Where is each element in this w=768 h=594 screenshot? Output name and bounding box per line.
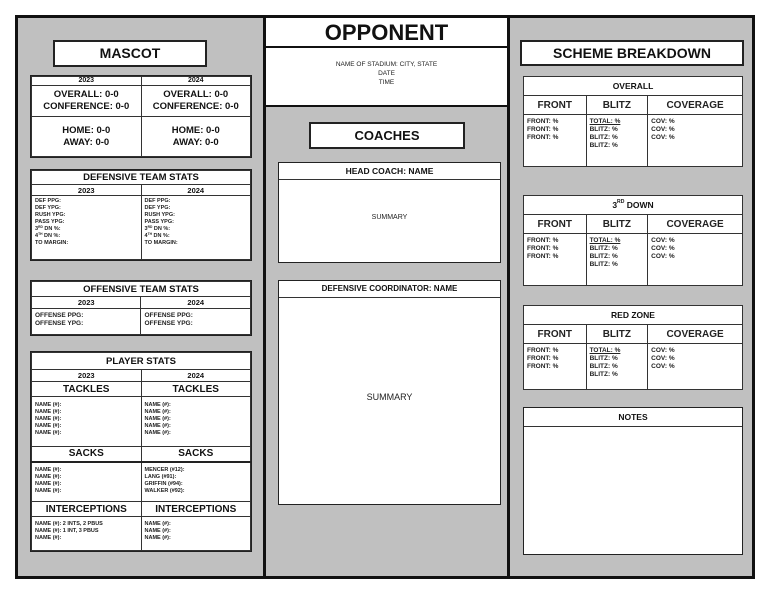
record-2023-overall: OVERALL: 0-0 CONFERENCE: 0-0: [32, 86, 142, 117]
sacks-2024: MENCER (#12): LANG (#91): GRIFFIN (#94): WALKER (#92):: [141, 462, 251, 502]
player-stats-title: PLAYER STATS: [32, 353, 251, 370]
notes-title: NOTES: [524, 408, 742, 427]
section-title: RED ZONE: [524, 306, 743, 325]
column-coverage: COVERAGE: [648, 325, 743, 344]
offensive-stats-title: OFFENSIVE TEAM STATS: [32, 282, 251, 297]
front-list: FRONT: % FRONT: % FRONT: %: [524, 234, 587, 286]
blitz-list: TOTAL: % BLITZ: % BLITZ: % BLITZ: %: [586, 344, 648, 390]
column-front: FRONT: [524, 325, 587, 344]
section-title: OVERALL: [524, 77, 743, 96]
head-coach-box: [278, 162, 501, 263]
year-2023: 2023: [32, 370, 142, 382]
tackles-2024: NAME (#): NAME (#): NAME (#): NAME (#): NAME (#):: [141, 397, 251, 447]
scheme-overall: [523, 76, 743, 167]
defensive-stats-title: DEFENSIVE TEAM STATS: [32, 171, 251, 185]
tackles-header-2024: TACKLES: [141, 382, 251, 397]
front-list: FRONT: % FRONT: % FRONT: %: [524, 115, 587, 167]
interceptions-2024: NAME (#): NAME (#): NAME (#):: [141, 517, 251, 551]
sacks-2023: NAME (#): NAME (#): NAME (#): NAME (#):: [32, 462, 142, 502]
tackles-header-2023: TACKLES: [32, 382, 142, 397]
off-stats-2024: OFFENSE PPG: OFFENSE YPG:: [141, 309, 251, 335]
year-2024: 2024: [141, 370, 251, 382]
sacks-header-2023: SACKS: [32, 447, 142, 462]
opponent-title: OPPONENT: [266, 18, 507, 48]
coverage-list: COV: % COV: % COV: %: [648, 115, 743, 167]
year-2023: 2023: [32, 297, 141, 309]
off-stats-2023: OFFENSE PPG: OFFENSE YPG:: [32, 309, 141, 335]
year-2024: 2024: [141, 185, 251, 196]
record-table: [30, 75, 252, 158]
column-coverage: COVERAGE: [648, 96, 743, 115]
record-2023-home-away: HOME: 0-0 AWAY: 0-0: [32, 117, 142, 157]
column-blitz: BLITZ: [586, 96, 648, 115]
column-front: FRONT: [524, 96, 587, 115]
defensive-coordinator-label: DEFENSIVE COORDINATOR: NAME: [279, 281, 500, 298]
offensive-team-stats: [30, 280, 252, 336]
sacks-header-2024: SACKS: [141, 447, 251, 462]
column-blitz: BLITZ: [586, 215, 648, 234]
record-2024-home-away: HOME: 0-0 AWAY: 0-0: [141, 117, 251, 157]
blitz-list: TOTAL: % BLITZ: % BLITZ: % BLITZ: %: [586, 115, 648, 167]
scheme-red-zone: [523, 305, 743, 390]
head-coach-summary: SUMMARY: [371, 214, 408, 221]
mascot-title: MASCOT: [53, 40, 207, 67]
interceptions-header-2023: INTERCEPTIONS: [32, 502, 142, 517]
opponent-panel: [263, 18, 510, 576]
team-panel: [18, 18, 263, 576]
coverage-list: COV: % COV: % COV: %: [648, 234, 743, 286]
game-time: TIME: [378, 79, 395, 86]
def-stats-2024: DEF PPG: DEF YPG: RUSH YPG: PASS YPG: 3RD DN %: 4TH DN %: TO MARGIN:: [141, 196, 251, 260]
column-front: FRONT: [524, 215, 587, 234]
coverage-list: COV: % COV: % COV: %: [648, 344, 743, 390]
column-coverage: COVERAGE: [648, 215, 743, 234]
front-list: FRONT: % FRONT: % FRONT: %: [524, 344, 587, 390]
year-2024: 2024: [141, 77, 251, 86]
stadium-location: NAME OF STADIUM: CITY, STATE: [335, 61, 438, 68]
scheme-third-down: [523, 195, 743, 286]
scheme-panel: [510, 18, 752, 576]
interceptions-header-2024: INTERCEPTIONS: [141, 502, 251, 517]
defensive-team-stats: [30, 169, 252, 261]
year-2024: 2024: [141, 297, 251, 309]
scouting-sheet: [15, 15, 755, 579]
blitz-list: TOTAL: % BLITZ: % BLITZ: % BLITZ: %: [586, 234, 648, 286]
tackles-2023: NAME (#): NAME (#): NAME (#): NAME (#): NAME (#):: [32, 397, 142, 447]
section-title: 3RD DOWN: [524, 196, 743, 215]
record-2024-overall: OVERALL: 0-0 CONFERENCE: 0-0: [141, 86, 251, 117]
year-2023: 2023: [32, 77, 142, 86]
column-blitz: BLITZ: [586, 325, 648, 344]
defensive-coordinator-box: [278, 280, 501, 505]
game-date: DATE: [378, 70, 395, 77]
coaches-title: COACHES: [309, 122, 465, 149]
head-coach-label: HEAD COACH: NAME: [279, 163, 500, 180]
def-stats-2023: DEF PPG: DEF YPG: RUSH YPG: PASS YPG: 3RD DN %: 4TH DN %: TO MARGIN:: [32, 196, 142, 260]
player-stats: [30, 351, 252, 552]
game-info: [266, 48, 507, 107]
notes-box[interactable]: [523, 407, 743, 555]
year-2023: 2023: [32, 185, 142, 196]
scheme-breakdown-title: SCHEME BREAKDOWN: [520, 40, 744, 66]
interceptions-2023: NAME (#): 2 INTS, 2 PBUS NAME (#): 1 INT, 3 PBUS NAME (#):: [32, 517, 142, 551]
defensive-coordinator-summary: SUMMARY: [366, 392, 413, 402]
